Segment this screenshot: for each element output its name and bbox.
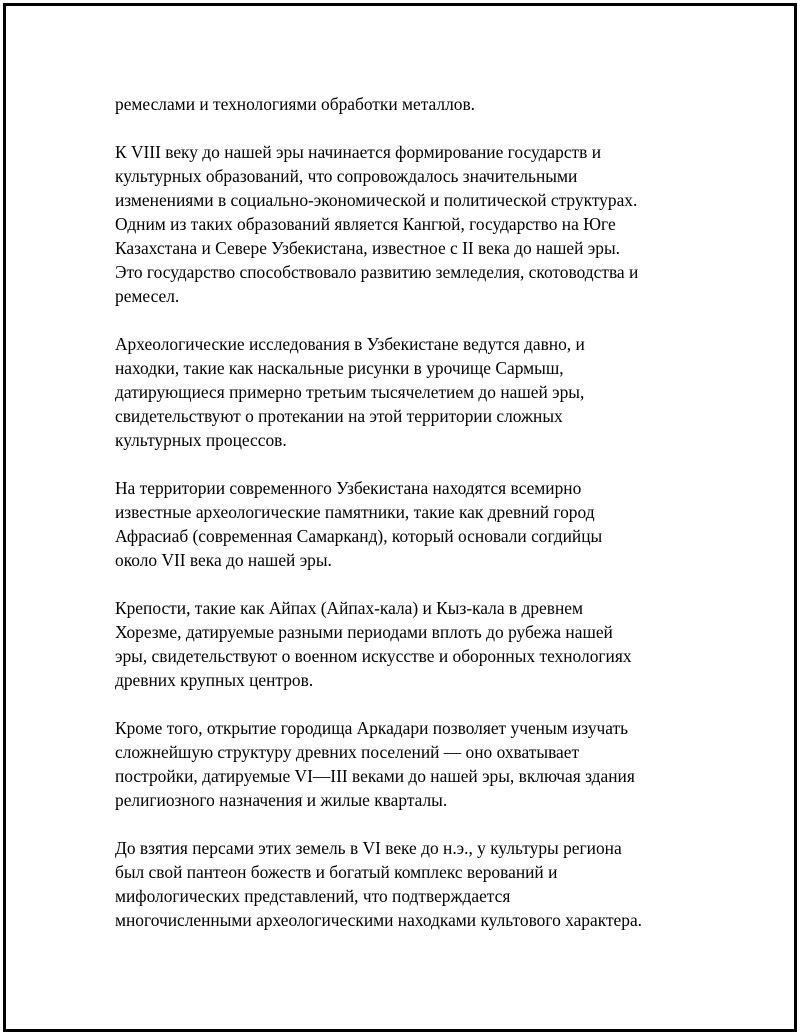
- text-line: многочисленными археологическими находками культового характера.: [115, 910, 643, 930]
- paragraph-5: [115, 596, 690, 692]
- paragraph-4: [115, 476, 690, 572]
- text-line: сложнейшую структуру древних поселений — оно охватывает: [115, 742, 580, 762]
- paragraph-2: [115, 140, 690, 308]
- paragraph-3: [115, 332, 690, 452]
- text-line: Одним из таких образований является Кангюй, государство на Юге: [115, 214, 616, 234]
- text-line: До взятия персами этих земель в VI веке до н.э., у культуры региона: [115, 838, 622, 858]
- text-line: датирующиеся примерно третьим тысячелетием до нашей эры,: [115, 382, 585, 402]
- text-line: культурных процессов.: [115, 430, 287, 450]
- text-line: постройки, датируемые VI—III веками до нашей эры, включая здания: [115, 766, 635, 786]
- text-line: Это государство способствовало развитию земледелия, скотоводства и: [115, 262, 639, 282]
- paragraph-7: [115, 836, 690, 932]
- text-line: ремеслами и технологиями обработки металлов.: [115, 94, 476, 114]
- text-line: ремесел.: [115, 286, 180, 306]
- text-line: Афрасиаб (современная Самарканд), который основали согдийцы: [115, 526, 603, 546]
- paragraph-1: [115, 92, 690, 116]
- text-line: был свой пантеон божеств и богатый комплекс верований и: [115, 862, 558, 882]
- text-line: Археологические исследования в Узбекистане ведутся давно, и: [115, 334, 585, 354]
- text-line: К VIII веку до нашей эры начинается формирование государств и: [115, 142, 602, 162]
- paragraph-6: [115, 716, 690, 812]
- text-line: изменениями в социально-экономической и политической структурах.: [115, 190, 638, 210]
- text-line: культурных образований, что сопровождалось значительными: [115, 166, 578, 186]
- text-line: находки, такие как наскальные рисунки в урочище Сармыш,: [115, 358, 564, 378]
- text-line: древних крупных центров.: [115, 670, 314, 690]
- text-line: эры, свидетельствуют о военном искусстве и оборонных технологиях: [115, 646, 632, 666]
- text-line: мифологических представлений, что подтверждается: [115, 886, 511, 906]
- text-line: Хорезме, датируемые разными периодами вплоть до рубежа нашей: [115, 622, 613, 642]
- text-line: Крепости, такие как Айпах (Айпах-кала) и Кыз-кала в древнем: [115, 598, 583, 618]
- text-line: около VII века до нашей эры.: [115, 550, 332, 570]
- text-line: известные археологические памятники, такие как древний город: [115, 502, 595, 522]
- text-line: Кроме того, открытие городища Аркадари позволяет ученым изучать: [115, 718, 629, 738]
- text-line: свидетельствуют о протекании на этой территории сложных: [115, 406, 563, 426]
- document-body: [115, 92, 690, 956]
- text-line: религиозного назначения и жилые кварталы.: [115, 790, 448, 810]
- text-line: Казахстана и Севере Узбекистана, известное с II века до нашей эры.: [115, 238, 620, 258]
- text-line: На территории современного Узбекистана находятся всемирно: [115, 478, 582, 498]
